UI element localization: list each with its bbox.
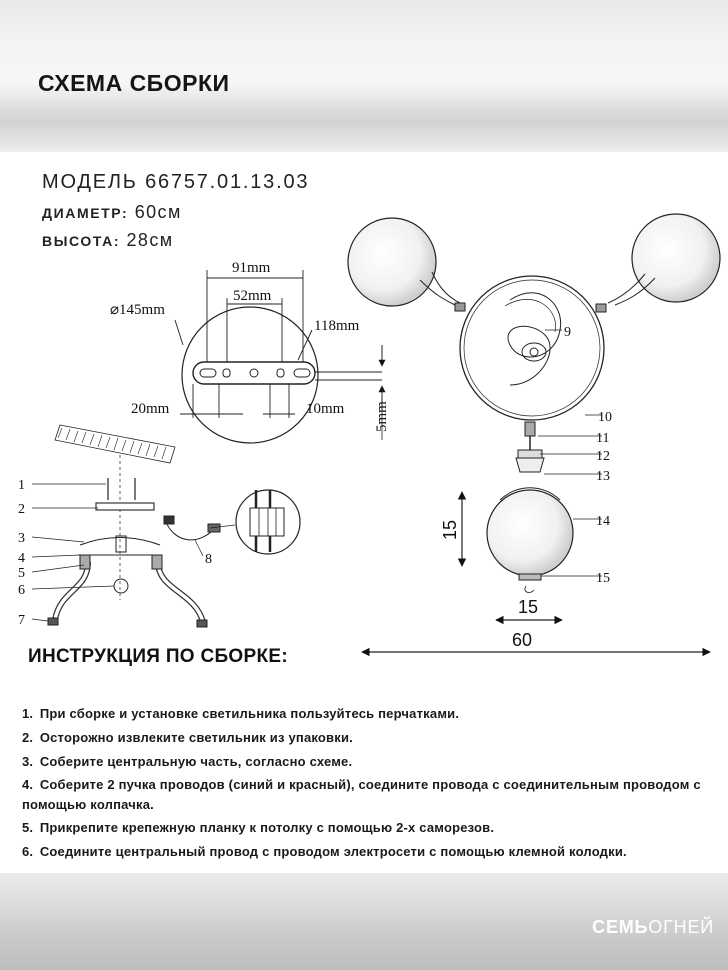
label-10: 10 bbox=[598, 410, 612, 425]
label-12: 12 bbox=[596, 449, 610, 464]
height-label: ВЫСОТА: bbox=[42, 233, 121, 249]
label-3: 3 bbox=[18, 531, 25, 546]
dim-width-15: 15 bbox=[518, 597, 539, 617]
dim-total-60: 60 bbox=[512, 630, 533, 650]
label-13: 13 bbox=[596, 469, 610, 484]
instructions-title: ИНСТРУКЦИЯ ПО СБОРКЕ: bbox=[28, 646, 288, 667]
model-number: МОДЕЛЬ 66757.01.13.03 bbox=[42, 171, 310, 193]
label-5: 5 bbox=[18, 566, 25, 581]
instruction-step: 6. Соедините центральный провод с проводом электросети с помощью клемной колодки. bbox=[22, 844, 627, 859]
label-2: 2 bbox=[18, 502, 25, 517]
dim-145mm: ⌀145mm bbox=[110, 302, 165, 318]
instruction-step: 3. Соберите центральную часть, согласно схеме. bbox=[22, 754, 353, 769]
label-15: 15 bbox=[596, 571, 610, 586]
brand-logo: СЕМЬОГНЕЙ bbox=[592, 917, 714, 937]
page-title: СХЕМА СБОРКИ bbox=[38, 70, 230, 96]
dim-20mm: 20mm bbox=[131, 401, 170, 417]
label-11: 11 bbox=[596, 431, 610, 446]
dim-52mm: 52mm bbox=[233, 288, 272, 304]
dim-118mm: 118mm bbox=[314, 318, 360, 334]
dim-10mm: 10mm bbox=[306, 401, 345, 417]
fixture-front-view bbox=[348, 214, 720, 652]
label-7: 7 bbox=[18, 613, 25, 628]
diameter-value: 60см bbox=[128, 202, 182, 222]
label-1: 1 bbox=[18, 478, 25, 493]
label-14: 14 bbox=[596, 514, 610, 529]
dim-height-15: 15 bbox=[440, 519, 460, 540]
label-8: 8 bbox=[205, 552, 212, 567]
height-value: 28см bbox=[120, 230, 174, 250]
instructions-list bbox=[22, 703, 712, 865]
mounting-plate-detail bbox=[110, 260, 390, 443]
diameter-label: ДИАМЕТР: bbox=[42, 205, 129, 221]
instruction-step: 4. Соберите 2 пучка проводов (синий и красный), соедините провода с соединительным проводом с помощью колпачка. bbox=[22, 777, 701, 812]
label-4: 4 bbox=[18, 551, 25, 566]
label-6: 6 bbox=[18, 583, 25, 598]
exploded-assembly bbox=[18, 425, 300, 628]
instruction-step: 2. Осторожно извлеките светильник из упаковки. bbox=[22, 730, 353, 745]
dim-5mm: 5mm bbox=[374, 401, 390, 432]
instruction-step: 5. Прикрепите крепежную планку к потолку с помощью 2-х саморезов. bbox=[22, 820, 495, 835]
instruction-step: 1. При сборке и установке светильника пользуйтесь перчатками. bbox=[22, 706, 460, 721]
dim-91mm: 91mm bbox=[232, 260, 271, 276]
label-9: 9 bbox=[564, 325, 571, 340]
